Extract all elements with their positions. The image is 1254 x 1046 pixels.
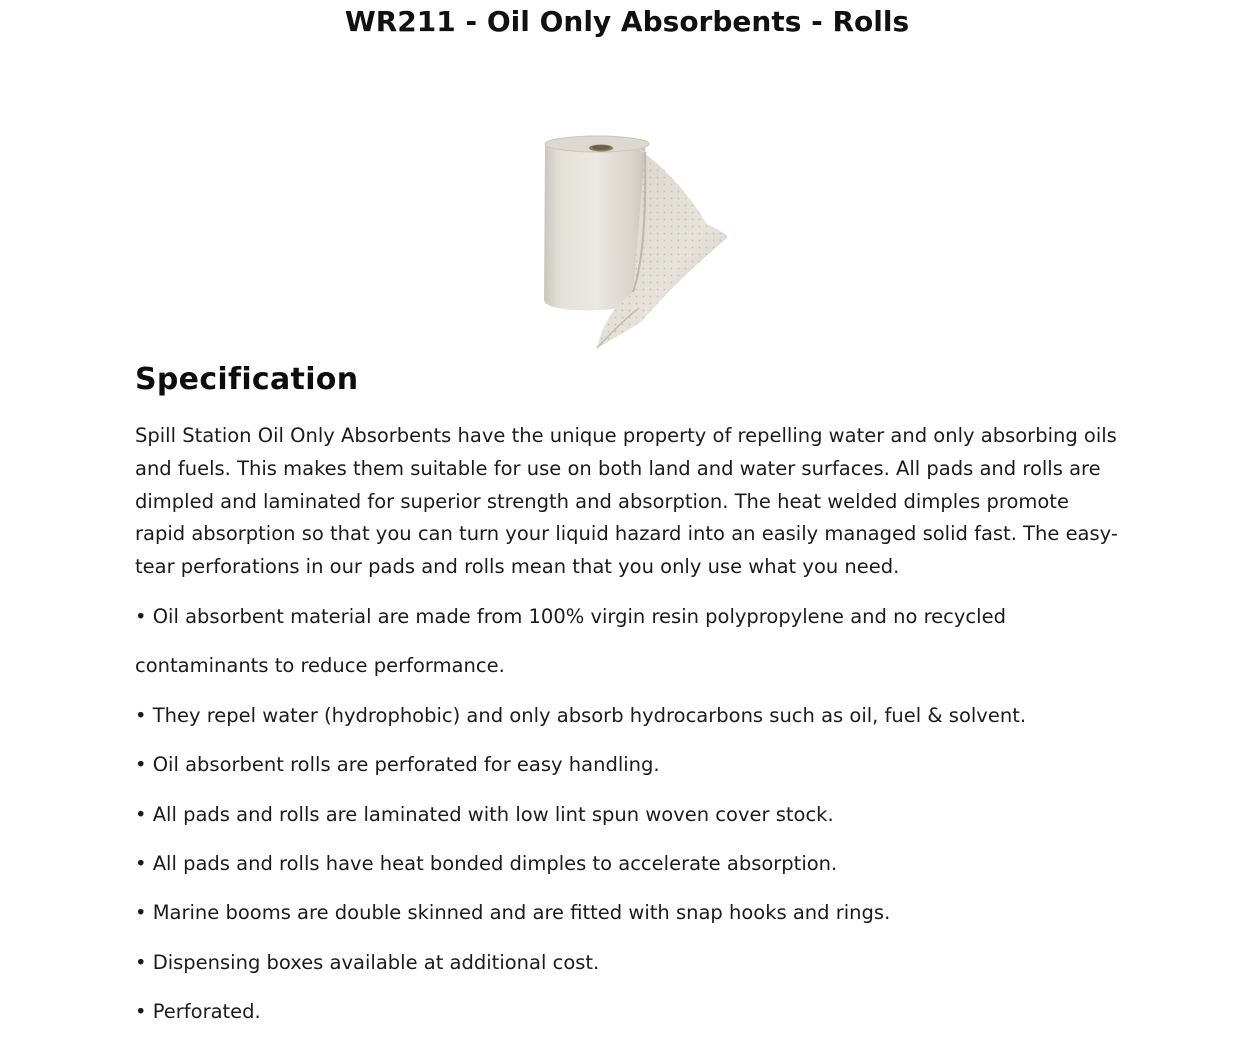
specification-section bbox=[135, 360, 1125, 1046]
feature-line: • Perforated. bbox=[135, 1000, 261, 1024]
feature-line: • They repel water (hydrophobic) and only absorb hydrocarbons such as oil, fuel & solvent. bbox=[135, 703, 1027, 727]
feature-line: contaminants to reduce performance. bbox=[135, 654, 505, 678]
specification-intro: Spill Station Oil Only Absorbents have the unique property of repelling water and only absorbing oils and fuels. This makes them suitable for use on both land and water surfaces. All pads and rolls are dimpled and laminated for superior strength and absorption. The heat welded dimples promote rapid absorption so that you can turn your liquid hazard into an easily managed solid fast. The easy-tear perforations in our pads and rolls mean that you only use what you need. bbox=[135, 424, 1118, 579]
page-title: WR211 - Oil Only Absorbents - Rolls bbox=[344, 5, 910, 38]
absorbent-roll-icon bbox=[535, 132, 735, 354]
product-image bbox=[535, 132, 735, 354]
feature-line: • All pads and rolls are laminated with low lint spun woven cover stock. bbox=[135, 802, 834, 826]
feature-list bbox=[135, 601, 1125, 1028]
feature-line: • Oil absorbent material are made from 100% virgin resin polypropylene and no recycled bbox=[135, 604, 1006, 628]
specification-heading: Specification bbox=[135, 362, 359, 397]
feature-line: • Dispensing boxes available at additional cost. bbox=[135, 950, 600, 974]
feature-line: • All pads and rolls have heat bonded dimples to accelerate absorption. bbox=[135, 851, 838, 875]
feature-line: • Oil absorbent rolls are perforated for easy handling. bbox=[135, 753, 660, 777]
feature-line: • Marine booms are double skinned and are fitted with snap hooks and rings. bbox=[135, 901, 891, 925]
